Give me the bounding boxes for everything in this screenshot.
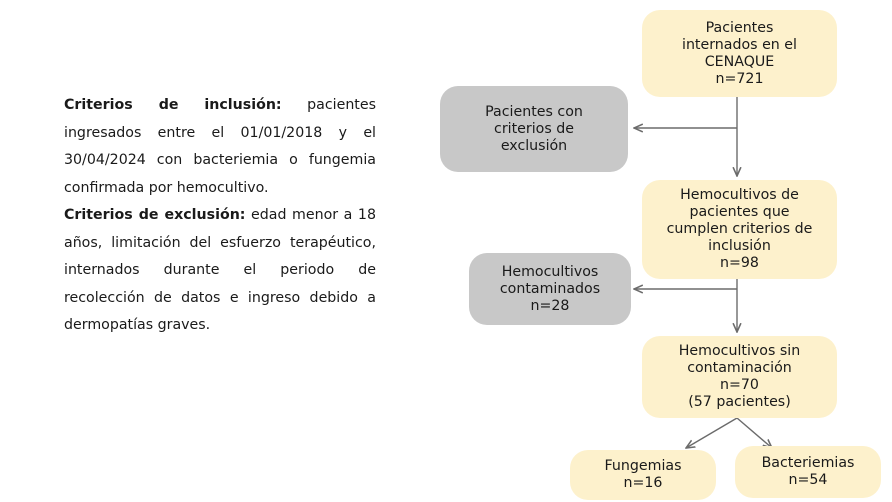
cultures-included-line-3: cumplen criterios de <box>666 221 813 237</box>
contaminated-count: n=28 <box>530 297 570 314</box>
cultures-included-line-2: pacientes que <box>689 204 790 220</box>
inclusion-text: pacientes ingresados entre el 01/01/2018 y el 30/04/2024 con bacteriemia o fungemia confirmada por hemocultivo. <box>64 97 376 196</box>
cultures-included-count: n=98 <box>720 255 759 271</box>
patients-count: n=721 <box>715 70 764 87</box>
fungemias-count: n=16 <box>623 475 663 491</box>
uncontaminated-patients: (57 pacientes) <box>688 394 791 410</box>
cultures-included-line-4: inclusión <box>708 238 771 254</box>
excluded-line-3: exclusión <box>500 137 568 154</box>
contaminated-line-2: contaminados <box>499 280 601 297</box>
cultures-included-line-1: Hemocultivos de <box>680 187 799 203</box>
exclusion-title: Criterios de exclusión: <box>64 207 246 223</box>
excluded-box <box>440 86 628 172</box>
cultures-included-box <box>642 180 837 279</box>
exclusion-text: edad menor a 18 años, limitación del esfuerzo terapéutico, internados durante el periodo de recolección de datos e ingreso debido a dermopatías graves. <box>64 207 376 333</box>
excluded-line-1: Pacientes con <box>485 103 583 120</box>
patients-box <box>642 10 837 97</box>
fungemias-box <box>570 450 716 500</box>
uncontaminated-box <box>642 336 837 418</box>
contaminated-line-1: Hemocultivos <box>501 263 599 280</box>
uncontaminated-count: n=70 <box>720 377 759 393</box>
fungemias-label: Fungemias <box>604 458 682 474</box>
contaminated-box <box>469 253 631 325</box>
arrow-to-bacteriemias <box>737 418 772 448</box>
patients-line-1: Pacientes <box>705 19 774 36</box>
bacteriemias-box <box>735 446 881 498</box>
bacteriemias-count: n=54 <box>788 472 828 488</box>
uncontaminated-line-2: contaminación <box>687 360 792 376</box>
inclusion-title: Criterios de inclusión: <box>64 97 282 113</box>
patients-line-2: internados en el <box>682 36 797 53</box>
bacteriemias-label: Bacteriemias <box>761 455 855 471</box>
patients-line-3: CENAQUE <box>704 53 775 70</box>
uncontaminated-line-1: Hemocultivos sin <box>678 343 801 359</box>
excluded-line-2: criterios de <box>494 120 574 137</box>
arrow-to-fungemias <box>686 418 737 448</box>
